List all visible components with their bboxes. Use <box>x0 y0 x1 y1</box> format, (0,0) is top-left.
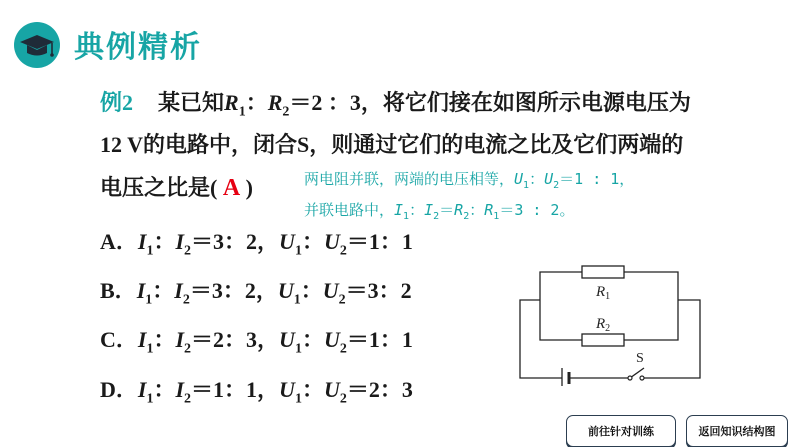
close-paren: ) <box>245 175 253 200</box>
current-ratio: ＝3：2， <box>191 229 280 254</box>
question-line-1: 例2 某已知$R_1$：$R_2=2$ ：3，将它们接在如图所示电源电压为 <box>100 90 691 120</box>
page-title: 典例精析 <box>74 30 202 65</box>
voltage-ratio: ＝2：3 <box>346 377 413 402</box>
question-prefix: 某已知 <box>158 90 225 115</box>
circuit-diagram <box>512 262 712 386</box>
note-line-2: 并联电路中，$I_1$：$I_2=R_2$：$R_1=3$ : 2。 <box>304 201 575 222</box>
svg-text:R1: $R_1$ <box>596 284 611 302</box>
question-line-2: 12 V的电路中，闭合S，则通过它们的电流之比及它们两端的 <box>100 132 684 157</box>
header <box>0 0 794 80</box>
r1-label-sub: 1 <box>605 291 611 302</box>
option-b: B．$I_1$：$I_2=3$：2，$U_1$：$U_2=3$：2 <box>100 278 412 308</box>
voltage-ratio: ＝3：2 <box>345 278 412 303</box>
answer-text: A <box>222 175 241 201</box>
current-ratio: ＝3：2， <box>189 278 278 303</box>
solution-note <box>304 167 784 229</box>
current-ratio: ＝2：3， <box>191 327 280 352</box>
resistor-r1 <box>582 266 624 278</box>
practice-button[interactable]: 前往针对训练 <box>566 415 676 447</box>
question-line-3 <box>100 171 253 202</box>
question-ending: 电压之比是( <box>100 175 218 200</box>
graduation-cap-icon <box>14 22 60 68</box>
r1-subscript: 1 <box>238 104 246 120</box>
note-eq-2: ＝3 : 2。 <box>499 201 575 219</box>
option-letter: B． <box>100 278 137 303</box>
r2-subscript: 2 <box>282 104 290 120</box>
switch-label: S <box>636 351 644 366</box>
note-text-1: 两电阻并联，两端的电压相等， <box>304 170 515 188</box>
note-eq-1: ＝1 : 1， <box>559 170 635 188</box>
note-text-2: 并联电路中， <box>304 201 395 219</box>
note-line-1: 两电阻并联，两端的电压相等，$U_1$：$U_2=1$ : 1， <box>304 170 635 191</box>
svg-text:R2: $R_2$ <box>596 316 611 334</box>
voltage-ratio: ＝1：1 <box>346 327 413 352</box>
r1-symbol: R <box>224 90 239 115</box>
option-letter: A． <box>100 229 138 254</box>
option-a: A．$I_1$：$I_2=3$：2，$U_1$：$U_2=1$：1 <box>100 229 413 259</box>
back-to-structure-button[interactable]: 返回知识结构图 <box>686 415 788 447</box>
current-ratio: ＝1：1， <box>191 377 280 402</box>
option-letter: D． <box>100 377 138 402</box>
voltage-ratio: ＝1：1 <box>346 229 413 254</box>
r2-symbol: R <box>267 90 283 115</box>
option-d: D．$I_1$：$I_2=1$：1，$U_1$：$U_2=2$：3 <box>100 377 413 407</box>
option-c: C．$I_1$：$I_2=2$：3，$U_1$：$U_2=1$：1 <box>100 327 413 357</box>
option-letter: C． <box>100 327 138 352</box>
ratio-text: ＝2 ：3，将它们接在如图所示电源电压为 <box>289 90 691 115</box>
example-label: 例2 <box>100 90 134 115</box>
resistor-r2 <box>582 334 624 346</box>
r2-label-sub: 2 <box>605 323 611 334</box>
